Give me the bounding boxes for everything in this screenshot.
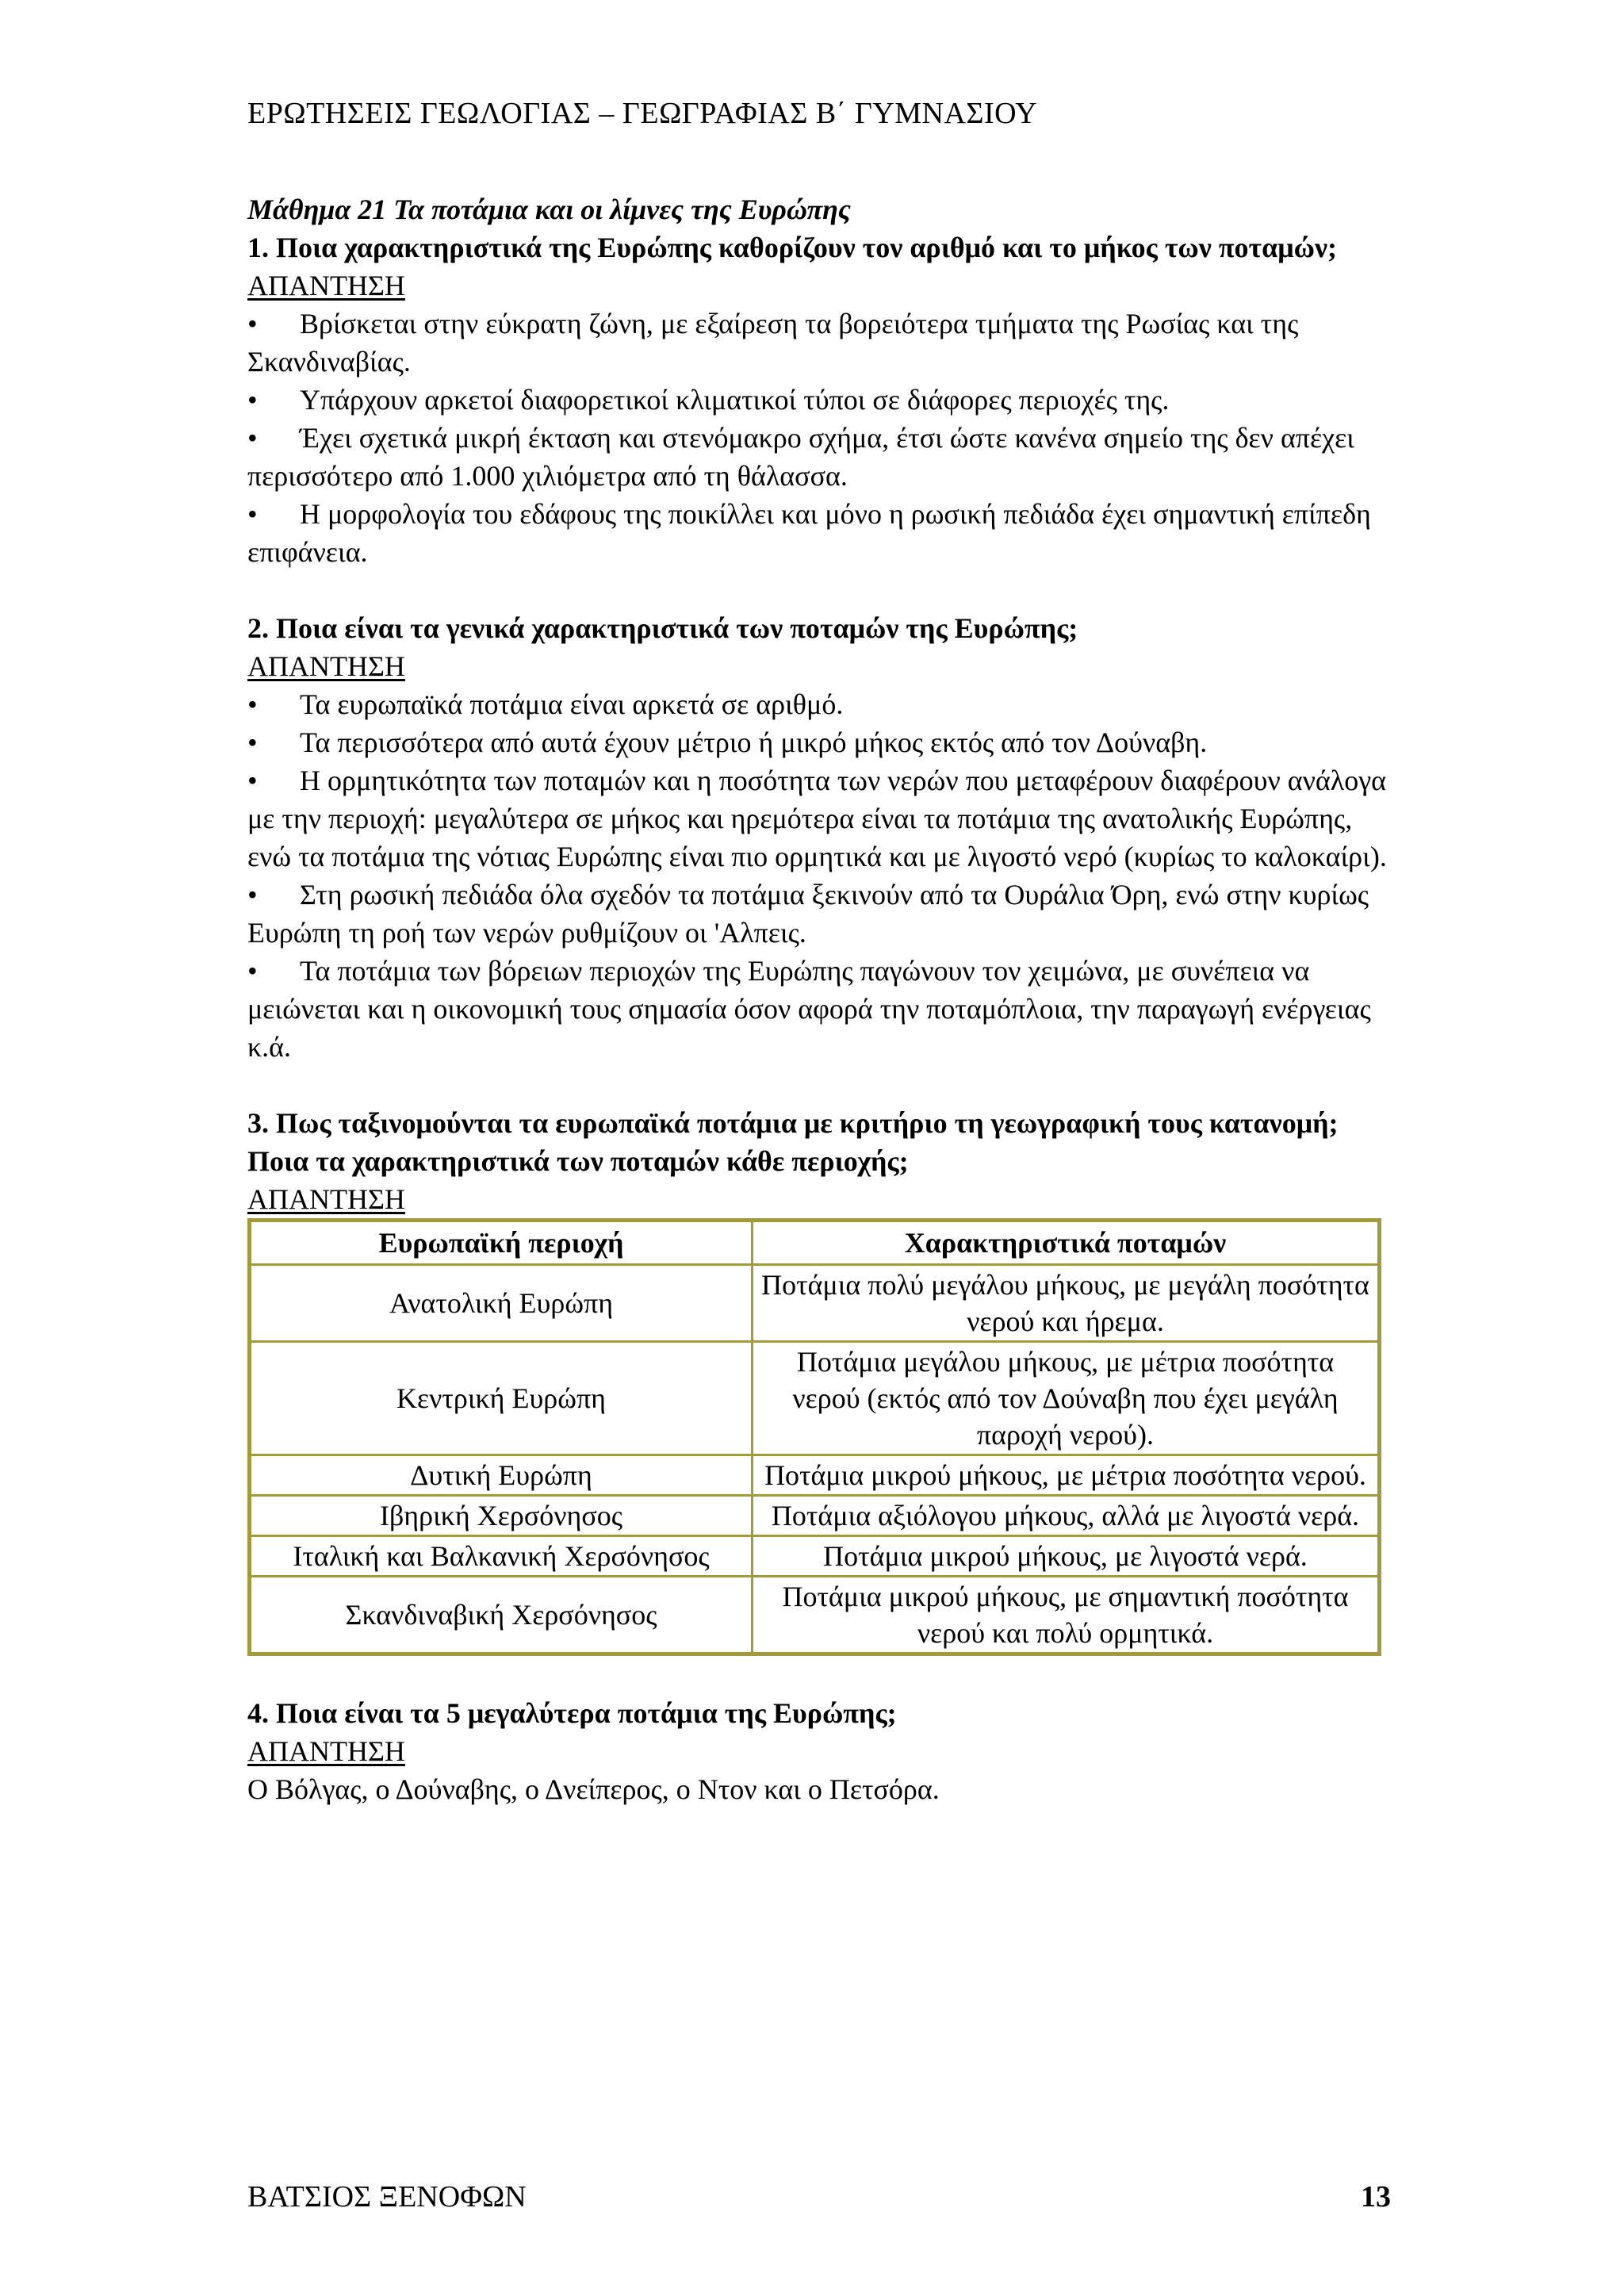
list-item-text: Τα ευρωπαϊκά ποτάμια είναι αρκετά σε αριθμό. (300, 688, 844, 720)
table-cell-characteristics: Ποτάμια πολύ μεγάλου μήκους, με μεγάλη ποσότητα νερού και ήρεμα. (753, 1265, 1380, 1342)
list-item (247, 381, 1391, 419)
table-header-row (250, 1221, 1380, 1265)
bullet-icon: • (247, 726, 258, 758)
lesson-title: Μάθημα 21 Τα ποτάμια και οι λίμνες της Ευρώπης (247, 194, 851, 225)
table-row (250, 1577, 1380, 1654)
table-row (250, 1536, 1380, 1577)
list-item-text: Τα περισσότερα από αυτά έχουν μέτριο ή μικρό μήκος εκτός από τον Δούναβη. (300, 726, 1208, 758)
answer-4-text: Ο Βόλγας, ο Δούναβης, ο Δνείπερος, ο Ντον και ο Πετσόρα. (247, 1773, 940, 1805)
list-item (247, 876, 1391, 952)
document-body (247, 190, 1391, 1808)
list-item-text: Στη ρωσική πεδιάδα όλα σχεδόν τα ποτάμια ξεκινούν από τα Ουράλια Όρη, ενώ στην κυρίως Ευρώπη τη ροή των νερών ρυθμίζουν οι 'Αλπεις. (247, 879, 1369, 949)
list-item (247, 495, 1391, 571)
bullet-icon: • (247, 308, 258, 339)
bullet-icon: • (247, 879, 258, 910)
bullet-icon: • (247, 498, 258, 530)
bullet-icon: • (247, 384, 258, 416)
answer-label-2: ΑΠΑΝΤΗΣΗ (247, 650, 405, 682)
section-spacer (247, 1066, 1391, 1104)
table-cell-region: Σκανδιναβική Χερσόνησος (250, 1577, 753, 1654)
bullet-icon: • (247, 422, 258, 454)
table-cell-characteristics: Ποτάμια μικρού μήκους, με λιγοστά νερά. (753, 1536, 1380, 1577)
table-cell-region: Κεντρική Ευρώπη (250, 1342, 753, 1455)
list-item-text: Η μορφολογία του εδάφους της ποικίλλει και μόνο η ρωσική πεδιάδα έχει σημαντική επίπεδη επιφάνεια. (247, 498, 1371, 568)
table-body (250, 1265, 1380, 1654)
list-item (247, 723, 1391, 761)
page-number: 13 (1361, 2180, 1391, 2214)
answer-label-1: ΑΠΑΝΤΗΣΗ (247, 270, 405, 301)
list-item (247, 952, 1391, 1066)
bullet-icon: • (247, 765, 258, 796)
question-4: 4. Ποια είναι τα 5 μεγαλύτερα ποτάμια της Ευρώπης; (247, 1697, 897, 1729)
table-cell-characteristics: Ποτάμια μεγάλου μήκους, με μέτρια ποσότητα νερού (εκτός από τον Δούναβη που έχει μεγάλη παροχή νερού). (753, 1342, 1380, 1455)
list-item (247, 305, 1391, 381)
bullet-icon: • (247, 955, 258, 987)
table-cell-region: Ανατολική Ευρώπη (250, 1265, 753, 1342)
table-cell-characteristics: Ποτάμια μικρού μήκους, με σημαντική ποσότητα νερού και πολύ ορμητικά. (753, 1577, 1380, 1654)
section-spacer (247, 571, 1391, 609)
page-header: ΕΡΩΤΗΣΕΙΣ ΓΕΩΛΟΓΙΑΣ – ΓΕΩΓΡΑΦΙΑΣ Β΄ ΓΥΜΝΑΣΙΟΥ (247, 97, 1038, 130)
table-cell-region: Ιταλική και Βαλκανική Χερσόνησος (250, 1536, 753, 1577)
list-item-text: Υπάρχουν αρκετοί διαφορετικοί κλιματικοί τύποι σε διάφορες περιοχές της. (300, 384, 1170, 416)
question-3: 3. Πως ταξινομούνται τα ευρωπαϊκά ποτάμια με κριτήριο τη γεωγραφική τους κατανομή; Ποια τα χαρακτηριστικά των ποταμών κάθε περιοχής; (247, 1107, 1339, 1177)
question-2: 2. Ποια είναι τα γενικά χαρακτηριστικά των ποταμών της Ευρώπης; (247, 612, 1078, 644)
table-row (250, 1455, 1380, 1496)
table-header-characteristics: Χαρακτηριστικά ποταμών (753, 1221, 1380, 1265)
list-item-text: Έχει σχετικά μικρή έκταση και στενόμακρο σχήμα, έτσι ώστε κανένα σημείο της δεν απέχει περισσότερο από 1.000 χιλιόμετρα από τη θάλασσα. (247, 422, 1354, 492)
table-cell-characteristics: Ποτάμια μικρού μήκους, με μέτρια ποσότητα νερού. (753, 1455, 1380, 1496)
bullet-icon: • (247, 688, 258, 720)
section-spacer (247, 1656, 1391, 1694)
table-cell-region: Ιβηρική Χερσόνησος (250, 1496, 753, 1536)
question-1: 1. Ποια χαρακτηριστικά της Ευρώπης καθορίζουν τον αριθμό και το μήκος των ποταμών; (247, 232, 1338, 263)
list-item (247, 419, 1391, 495)
list-item (247, 685, 1391, 723)
list-item (247, 761, 1391, 876)
page-footer (247, 2177, 1391, 2217)
table-cell-region: Δυτική Ευρώπη (250, 1455, 753, 1496)
answer-label-4: ΑΠΑΝΤΗΣΗ (247, 1735, 405, 1767)
regions-table (247, 1218, 1381, 1656)
table-cell-characteristics: Ποτάμια αξιόλογου μήκους, αλλά με λιγοστά νερά. (753, 1496, 1380, 1536)
list-item-text: Βρίσκεται στην εύκρατη ζώνη, με εξαίρεση τα βορειότερα τμήματα της Ρωσίας και της Σκανδιναβίας. (247, 308, 1299, 378)
answer-label-3: ΑΠΑΝΤΗΣΗ (247, 1183, 405, 1215)
table-row (250, 1342, 1380, 1455)
footer-author: ΒΑΤΣΙΟΣ ΞΕΝΟΦΩΝ (247, 2180, 527, 2214)
answer-2-list (247, 685, 1391, 1066)
answer-1-list (247, 305, 1391, 571)
list-item-text: Τα ποτάμια των βόρειων περιοχών της Ευρώπης παγώνουν τον χειμώνα, με συνέπεια να μειώνεται και η οικονομική τους σημασία όσον αφορά την ποταμόπλοια, την παραγωγή ενέργειας κ.ά. (247, 955, 1371, 1063)
list-item-text: Η ορμητικότητα των ποταμών και η ποσότητα των νερών που μεταφέρουν διαφέρουν ανάλογα με την περιοχή: μεγαλύτερα σε μήκος και ηρεμότερα είναι τα ποτάμια της ανατολικής Ευρώπης, ενώ τα ποτάμια της νότιας Ευρώπης είναι πιο ορμητικά και με λιγοστό νερό (κυρίως το καλοκαίρι). (247, 765, 1387, 872)
table-header-region: Ευρωπαϊκή περιοχή (250, 1221, 753, 1265)
table-row (250, 1265, 1380, 1342)
table-row (250, 1496, 1380, 1536)
